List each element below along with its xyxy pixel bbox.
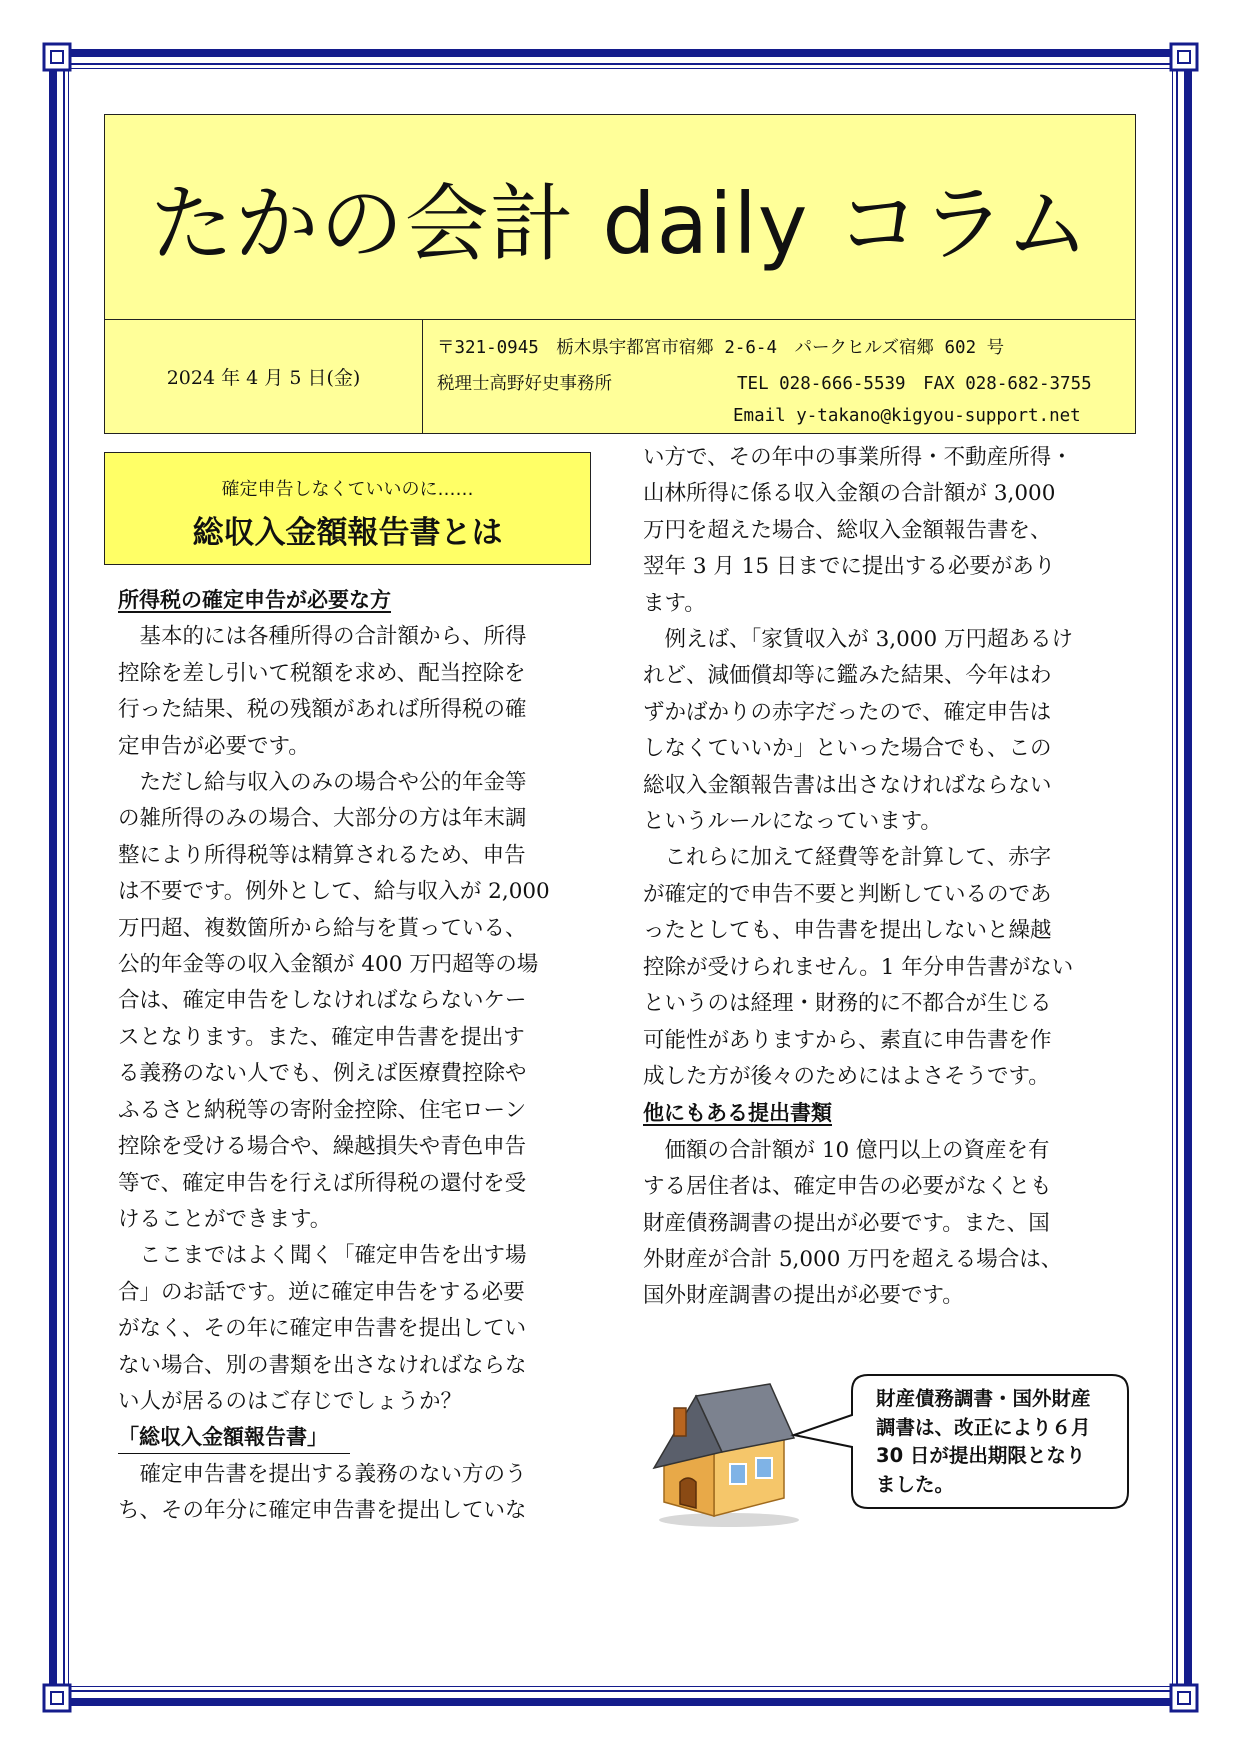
paragraph-line: 控除が受けられません。1 年分申告書がない [643, 954, 1074, 980]
office-name: 税理士高野好史事務所 [437, 374, 612, 394]
paragraph-line: これらに加えて経費等を計算して、赤字 [643, 845, 1052, 871]
section-heading-text: 「総収入金額報告書」 [118, 1422, 350, 1454]
paragraph-line: 万円を超えた場合、総収入金額報告書を、 [643, 517, 1052, 543]
paragraph-line: 合は、確定申告をしなければならないケー [118, 988, 527, 1014]
paragraph-line: は不要です。例外として、給与収入が 2,000 [118, 879, 550, 905]
paragraph-line: ます。 [643, 590, 706, 616]
paragraph-line: 財産債務調書の提出が必要です。また、国 [643, 1210, 1050, 1236]
paragraph-line: というのは経理・財務的に不都合が生じる [643, 991, 1052, 1017]
house-icon [644, 1378, 804, 1528]
section-heading [118, 582, 598, 619]
paragraph-line: 例えば、「家賃収入が 3,000 万円超あるけ [643, 627, 1073, 653]
paragraph-line: 成した方が後々のためにはよさそうです。 [643, 1063, 1050, 1089]
paragraph-line: する居住者は、確定申告の必要がなくとも [643, 1174, 1052, 1200]
callout-line: 財産債務調書・国外財産 [876, 1387, 1091, 1410]
paragraph-line: ち、その年分に確定申告書を提出していな [118, 1498, 527, 1524]
section-heading [118, 1420, 598, 1456]
paragraph-line: い人が居るのはご存じでしょうか？ [118, 1388, 463, 1414]
paragraph-line: る義務のない人でも、例えば医療費控除や [118, 1061, 527, 1087]
contact-block [423, 320, 1135, 433]
paragraph-line: 確定申告書を提出する義務のない方のう [118, 1461, 527, 1487]
paragraph-line: 行った結果、税の残額があれば所得税の確 [118, 697, 527, 723]
paragraph-line: 翌年 3 月 15 日までに提出する必要があり [643, 554, 1056, 580]
paragraph-line: 定申告が必要です。 [118, 733, 310, 759]
paragraph-line: ったとしても、申告書を提出しないと繰越 [643, 918, 1052, 944]
paragraph-line: ずかばかりの赤字だったので、確定申告は [643, 699, 1052, 725]
callout-line: 30 日が提出期限となり [876, 1444, 1086, 1467]
callout-text [876, 1385, 1116, 1499]
right-column [643, 440, 1133, 1315]
paragraph-line: い方で、その年中の事業所得・不動産所得・ [643, 445, 1073, 470]
paragraph-line: 等で、確定申告を行えば所得税の還付を受 [118, 1170, 527, 1196]
headline-title: 総収入金額報告書とは [192, 515, 503, 551]
paragraph-line: 外財産が合計 5,000 万円を超える場合は、 [643, 1246, 1063, 1272]
paragraph-line: ここまではよく聞く「確定申告を出す場 [118, 1243, 527, 1269]
office-address: 〒321-0945 栃木県宇都宮市宿郷 2-6-4 パークヒルズ宿郷 602 号 [437, 338, 1005, 358]
paragraph-line: 総収入金額報告書は出さなければならない [643, 772, 1052, 798]
paragraph-line: 山林所得に係る収入金額の合計額が 3,000 [643, 481, 1056, 507]
phone-fax: TEL 028-666-5539 FAX 028-682-3755 [737, 374, 1092, 394]
section-heading-text: 所得税の確定申告が必要な方 [118, 588, 391, 612]
issue-date: 2024 年 4 月 5 日(金) [105, 320, 423, 433]
paragraph-line: ただし給与収入のみの場合や公的年金等 [118, 770, 527, 796]
paragraph-line: しなくていいか」といった場合でも、この [643, 736, 1052, 762]
paragraph-line: けることができます。 [118, 1206, 332, 1232]
callout-line: 調書は、改正により６月 [876, 1415, 1091, 1439]
newsletter-title: たかの会計 daily コラム [149, 174, 1091, 273]
paragraph-line: というルールになっています。 [643, 809, 942, 835]
paragraph-line: 合」のお話です。逆に確定申告をする必要 [118, 1279, 525, 1305]
paragraph-line: 整により所得税等は精算されるため、申告 [118, 842, 526, 868]
paragraph-line: 国外財産調書の提出が必要です。 [643, 1283, 964, 1309]
callout-line: ました。 [876, 1472, 955, 1496]
paragraph-line: が確定的で申告不要と判断しているのであ [643, 881, 1052, 907]
section-heading-text: 他にもある提出書類 [643, 1101, 832, 1126]
frame-corner-ornament-icon [42, 1683, 72, 1713]
paragraph-line: 価額の合計額が 10 億円以上の資産を有 [643, 1137, 1050, 1163]
paragraph-line: ふるさと納税等の寄附金控除、住宅ローン [118, 1097, 527, 1123]
paragraph-line: 控除を受ける場合や、繰越損失や青色申告 [118, 1134, 527, 1160]
paragraph-line: ない場合、別の書類を出さなければならな [118, 1352, 527, 1378]
paragraph-line: 可能性がありますから、素直に申告書を作 [643, 1027, 1052, 1053]
left-column [118, 582, 598, 1530]
paragraph-line: スとなります。また、確定申告書を提出す [118, 1024, 525, 1050]
frame-corner-ornament-icon [42, 42, 72, 72]
paragraph-line: 公的年金等の収入金額が 400 万円超等の場 [118, 952, 539, 978]
section-heading [643, 1095, 1133, 1132]
frame-corner-ornament-icon [1169, 1683, 1199, 1713]
paragraph-line: の雑所得のみの場合、大部分の方は年末調 [118, 806, 527, 832]
masthead [104, 114, 1136, 434]
paragraph-line: 基本的には各種所得の合計額から、所得 [118, 624, 527, 650]
paragraph-line: 控除を差し引いて税額を求め、配当控除を [118, 660, 526, 686]
paragraph-line: がなく、その年に確定申告書を提出してい [118, 1316, 527, 1342]
paragraph-line: 万円超、複数箇所から給与を貰っている、 [118, 915, 527, 941]
email-address: Email y-takano@kigyou-support.net [733, 406, 1081, 426]
masthead-title-row [105, 115, 1135, 320]
paragraph-line: れど、減価償却等に鑑みた結果、今年はわ [643, 663, 1052, 689]
article-headline-box [104, 452, 591, 565]
callout-bubble [850, 1371, 1132, 1512]
headline-subtitle: 確定申告しなくていいのに…… [221, 479, 474, 500]
frame-corner-ornament-icon [1169, 42, 1199, 72]
